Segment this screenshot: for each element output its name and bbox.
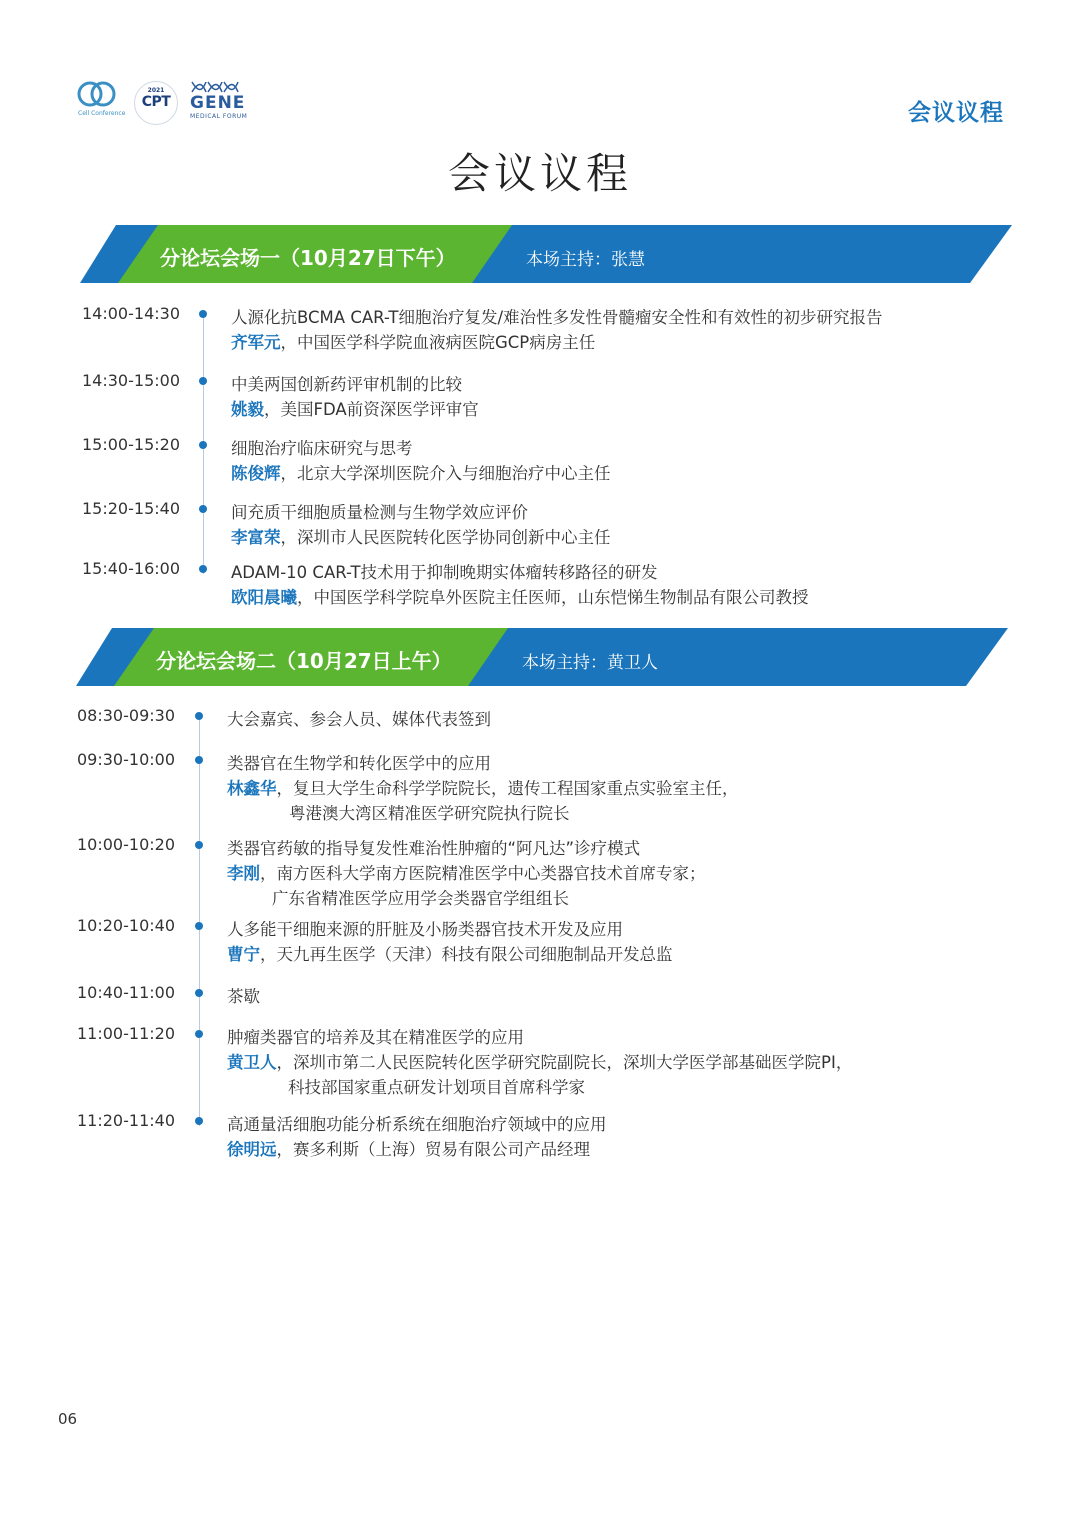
speaker-affiliation: ，复旦大学生命科学学院院长，遗传工程国家重点实验室主任，: [276, 779, 739, 798]
agenda-time: 10:20-10:40: [77, 916, 175, 935]
page-number: 06: [58, 1410, 78, 1428]
speaker-affiliation: ，深圳市人民医院转化医学协同创新中心主任: [280, 528, 611, 547]
agenda-speaker-line: [231, 396, 479, 420]
agenda-speaker-line: [231, 524, 611, 548]
dna-icon: [190, 80, 244, 94]
session-host: 本场主持：张慧: [526, 250, 645, 270]
agenda-time: 10:40-11:00: [77, 983, 175, 1002]
agenda-speaker-line: [227, 860, 706, 884]
agenda-topic: 高通量活细胞功能分析系统在细胞治疗领域中的应用: [227, 1115, 607, 1134]
speaker-name: 李富荣: [231, 528, 281, 547]
page-title: 会议议程: [447, 149, 632, 198]
agenda-time: 15:40-16:00: [82, 559, 180, 578]
speaker-name: 曹宁: [227, 945, 260, 964]
speaker-affiliation: ，北京大学深圳医院介入与细胞治疗中心主任: [280, 464, 611, 483]
speaker-name: 欧阳晨曦: [231, 588, 297, 607]
timeline-dot: [199, 441, 207, 449]
speaker-affiliation: ，深圳市第二人民医院转化医学研究院副院长，深圳大学医学部基础医学院PI，: [276, 1053, 853, 1072]
timeline-dot: [199, 505, 207, 513]
speaker-affiliation: ，南方医科大学南方医院精准医学中心类器官技术首席专家；: [260, 864, 706, 883]
speaker-name: 黄卫人: [227, 1053, 277, 1072]
agenda-speaker-line: [231, 460, 611, 484]
session-banner-2: [76, 628, 1008, 686]
speaker-affiliation-continued: 科技部国家重点研发计划项目首席科学家: [288, 1078, 585, 1097]
speaker-name: 李刚: [227, 864, 260, 883]
speaker-name: 林鑫华: [227, 779, 277, 798]
speaker-name: 徐明远: [227, 1140, 277, 1159]
cell-logo-icon: [76, 80, 118, 110]
speaker-affiliation-continued: 广东省精准医学应用学会类器官学组组长: [272, 889, 569, 908]
agenda-topic: 人多能干细胞来源的肝脏及小肠类器官技术开发及应用: [227, 920, 623, 939]
agenda-time: 15:20-15:40: [82, 499, 180, 518]
timeline-dot: [199, 377, 207, 385]
agenda-topic: ADAM-10 CAR-T技术用于抑制晚期实体瘤转移路径的研发: [231, 563, 658, 582]
agenda-topic: 类器官药敏的指导复发性难治性肿瘤的“阿凡达”诊疗模式: [227, 839, 641, 858]
cell-logo-caption: Cell Conference: [78, 110, 126, 117]
timeline-dot: [195, 1030, 203, 1038]
agenda-time: 11:00-11:20: [77, 1024, 175, 1043]
agenda-time: 08:30-09:30: [77, 706, 175, 725]
speaker-name: 姚毅: [231, 400, 264, 419]
agenda-time: 10:00-10:20: [77, 835, 175, 854]
agenda-speaker-line: [231, 329, 595, 353]
timeline-dot: [195, 712, 203, 720]
speaker-affiliation: ，天九再生医学（天津）科技有限公司细胞制品开发总监: [260, 945, 673, 964]
agenda-topic: 类器官在生物学和转化医学中的应用: [227, 754, 491, 773]
agenda-time: 09:30-10:00: [77, 750, 175, 769]
agenda-topic: 人源化抗BCMA CAR-T细胞治疗复发/难治性多发性骨髓瘤安全性和有效性的初步研究报告: [231, 308, 883, 327]
cpt-logo-text: CPT: [141, 94, 171, 110]
session-name: 分论坛会场一（10月27日下午）: [160, 246, 456, 270]
speaker-affiliation-continued: 粤港澳大湾区精准医学研究院执行院长: [289, 804, 570, 823]
cpt-logo-year: 2021: [147, 87, 165, 94]
speaker-name: 齐军元: [231, 333, 281, 352]
agenda-topic: 大会嘉宾、参会人员、媒体代表签到: [227, 710, 491, 729]
speaker-affiliation: ，中国医学科学院阜外医院主任医师，山东恺悌生物制品有限公司教授: [297, 588, 809, 607]
timeline-dot: [195, 1117, 203, 1125]
agenda-time: 11:20-11:40: [77, 1111, 175, 1130]
agenda-speaker-line: [227, 1049, 852, 1073]
timeline-dot: [195, 841, 203, 849]
agenda-time: 15:00-15:20: [82, 435, 180, 454]
agenda-speaker-line: [227, 941, 673, 965]
session-name: 分论坛会场二（10月27日上午）: [156, 649, 452, 673]
agenda-topic: 茶歇: [227, 987, 260, 1006]
speaker-name: 陈俊辉: [231, 464, 281, 483]
agenda-topic: 肿瘤类器官的培养及其在精准医学的应用: [227, 1028, 524, 1047]
timeline-dot: [195, 922, 203, 930]
agenda-speaker-line: [227, 1136, 590, 1160]
agenda-topic: 中美两国创新药评审机制的比较: [231, 375, 462, 394]
gene-logo-caption: MEDICAL FORUM: [190, 113, 248, 120]
timeline-dot: [195, 989, 203, 997]
cell-conference-logo: [76, 80, 126, 122]
session-host: 本场主持：黄卫人: [522, 653, 658, 673]
cpt-logo: [134, 81, 178, 125]
session-banner-1: [80, 225, 1012, 283]
speaker-affiliation: ，赛多利斯（上海）贸易有限公司产品经理: [276, 1140, 590, 1159]
agenda-time: 14:00-14:30: [82, 304, 180, 323]
speaker-affiliation: ，中国医学科学院血液病医院GCP病房主任: [280, 333, 596, 352]
agenda-speaker-line: [231, 584, 809, 608]
agenda-time: 14:30-15:00: [82, 371, 180, 390]
agenda-topic: 间充质干细胞质量检测与生物学效应评价: [231, 503, 528, 522]
speaker-affiliation: ，美国FDA前资深医学评审官: [264, 400, 479, 419]
timeline-dot: [199, 565, 207, 573]
timeline-dot: [195, 756, 203, 764]
agenda-topic: 细胞治疗临床研究与思考: [231, 439, 413, 458]
timeline-dot: [199, 310, 207, 318]
agenda-speaker-line: [227, 775, 739, 799]
gene-logo-text: GENE: [190, 93, 246, 113]
gene-medical-forum-logo: [190, 80, 250, 124]
header-section-label: 会议议程: [908, 100, 1004, 126]
